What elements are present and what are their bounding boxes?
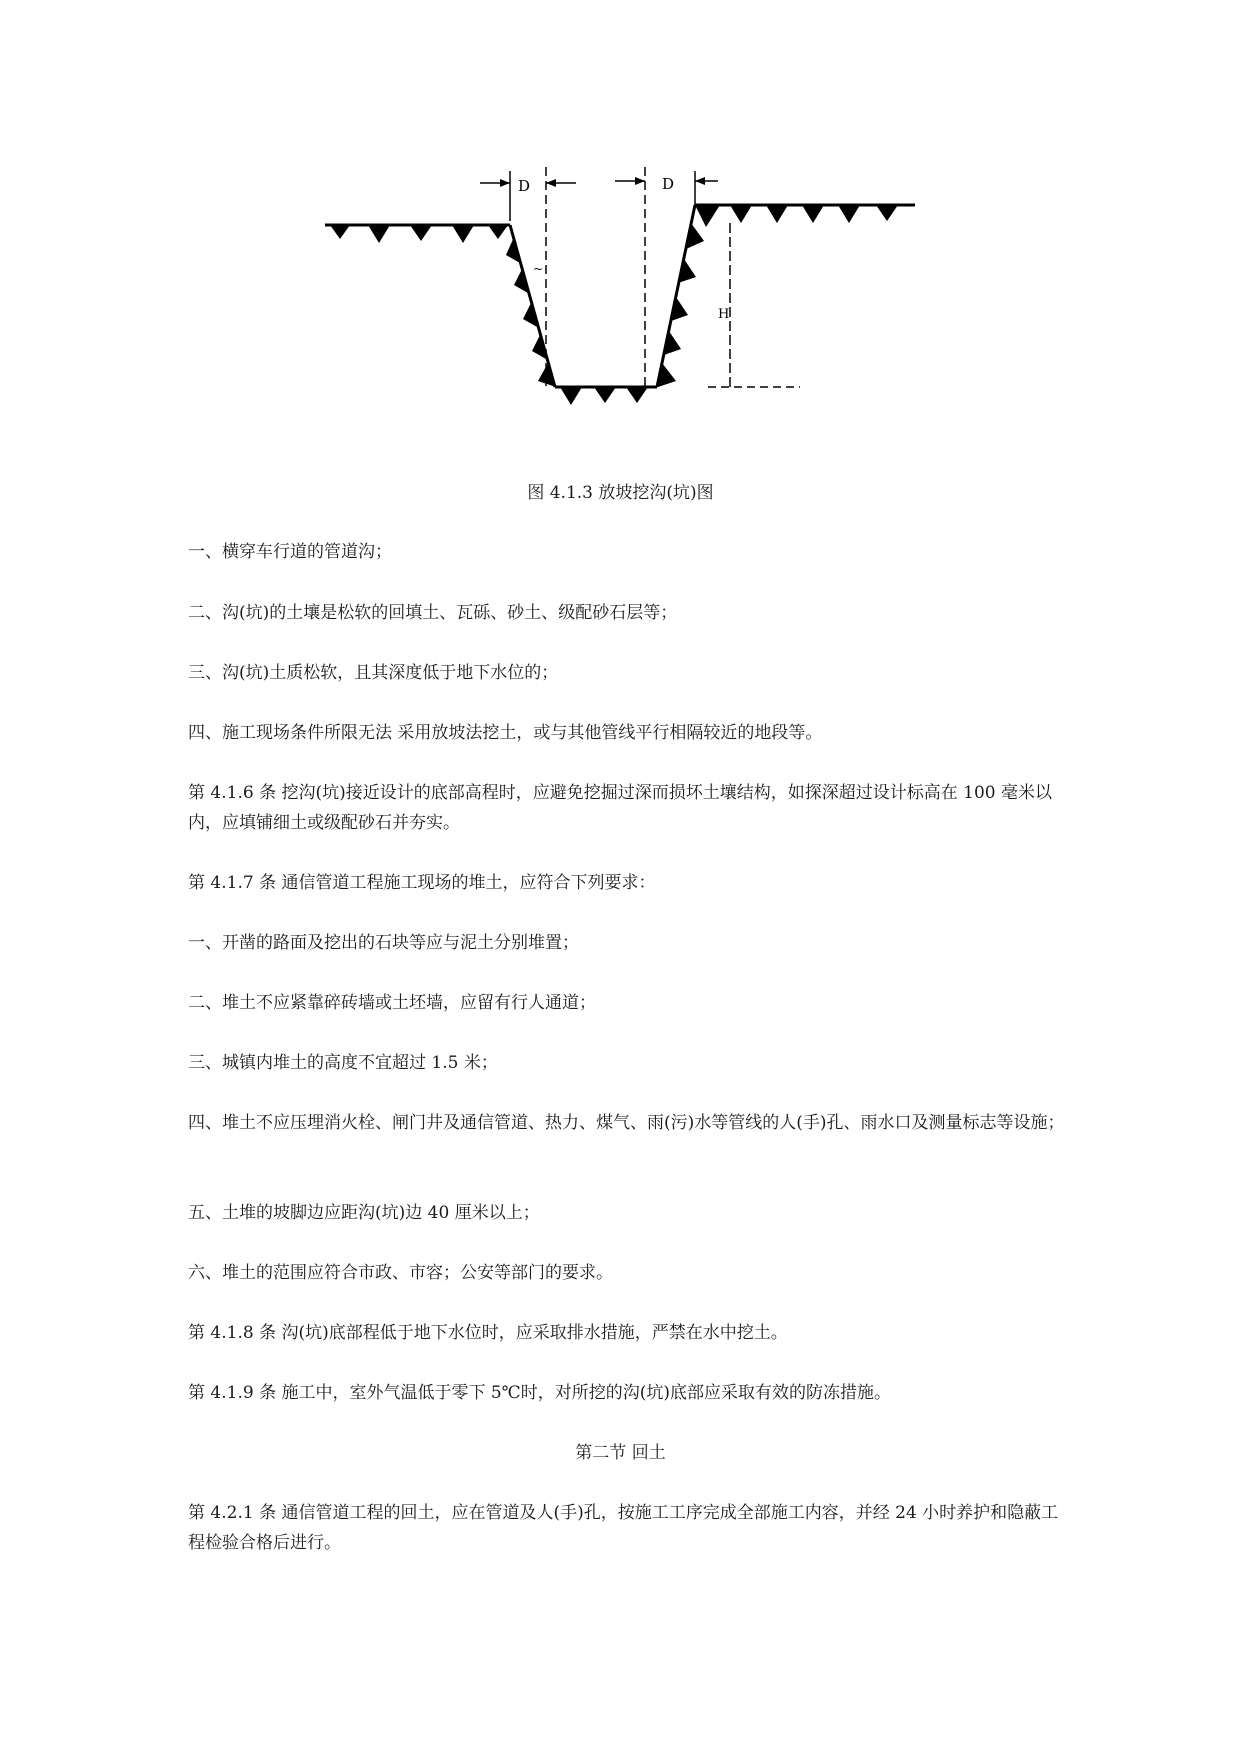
- paragraph: 四、施工现场条件所限无法 采用放坡法挖土，或与其他管线平行相隔较近的地段等。: [188, 723, 823, 743]
- paragraph: 二、堆土不应紧靠碎砖墙或土坯墙，应留有行人通道；: [188, 993, 596, 1013]
- paragraph: 四、堆土不应压埋消火栓、闸门井及通信管道、热力、煤气、雨(污)水等管线的人(手)孔、雨水口及测量标志等设施；: [188, 1113, 1065, 1133]
- section-heading: 第二节 回土: [575, 1443, 666, 1463]
- left-slope-hatch: [506, 237, 556, 387]
- right-d-arrowhead-b: [695, 177, 705, 185]
- right-ground-hatch: [695, 205, 898, 227]
- paragraph: 一、开凿的路面及挖出的石块等应与泥土分别堆置；: [188, 933, 579, 953]
- paragraph: 三、城镇内堆土的高度不宜超过 1.5 米；: [188, 1053, 498, 1073]
- bottom-hatch: [560, 387, 648, 405]
- paragraph: 第 4.1.9 条 施工中，室外气温低于零下 5℃时，对所挖的沟(坑)底部应采取有效的防冻措施。: [188, 1383, 891, 1403]
- trench-slope-diagram: [320, 165, 920, 435]
- paragraph: 六、堆土的范围应符合市政、市容；公安等部门的要求。: [188, 1263, 613, 1283]
- right-d-arrowhead-a: [635, 177, 645, 185]
- paragraph: 三、沟(坑)土质松软，且其深度低于地下水位的；: [188, 663, 559, 683]
- left-ground-hatch: [330, 225, 508, 243]
- paragraph: 二、沟(坑)的土壤是松软的回填土、瓦砾、砂土、级配砂石层等；: [188, 603, 678, 623]
- paragraph: 第 4.1.6 条 挖沟(坑)接近设计的底部高程时，应避免挖掘过深而损坏土壤结构，如探深超过设计标高在 100 毫米以内，应填铺细土或级配砂石并夯实。: [188, 783, 1052, 833]
- slope-label: ~: [533, 262, 544, 276]
- height-label: H: [718, 307, 730, 322]
- paragraph: 五、土堆的坡脚边应距沟(坑)边 40 厘米以上；: [188, 1203, 540, 1223]
- figure-caption: 图 4.1.3 放坡挖沟(坑)图: [527, 483, 714, 503]
- paragraph: 第 4.2.1 条 通信管道工程的回土，应在管道及人(手)孔，按施工工序完成全部施工内容，并经 24 小时养护和隐蔽工程检验合格后进行。: [188, 1503, 1059, 1553]
- right-d-label: D: [662, 175, 675, 193]
- left-d-label: D: [518, 177, 531, 195]
- left-d-arrowhead-b: [546, 179, 556, 187]
- left-d-arrowhead-a: [500, 179, 510, 187]
- paragraph: 第 4.1.8 条 沟(坑)底部程低于地下水位时，应采取排水措施，严禁在水中挖土。: [188, 1323, 788, 1343]
- paragraph: 一、横穿车行道的管道沟；: [188, 542, 392, 562]
- paragraph: 第 4.1.7 条 通信管道工程施工现场的堆土，应符合下列要求：: [188, 873, 656, 893]
- right-slope-hatch: [658, 223, 704, 387]
- trench-slope-figure: [320, 165, 920, 435]
